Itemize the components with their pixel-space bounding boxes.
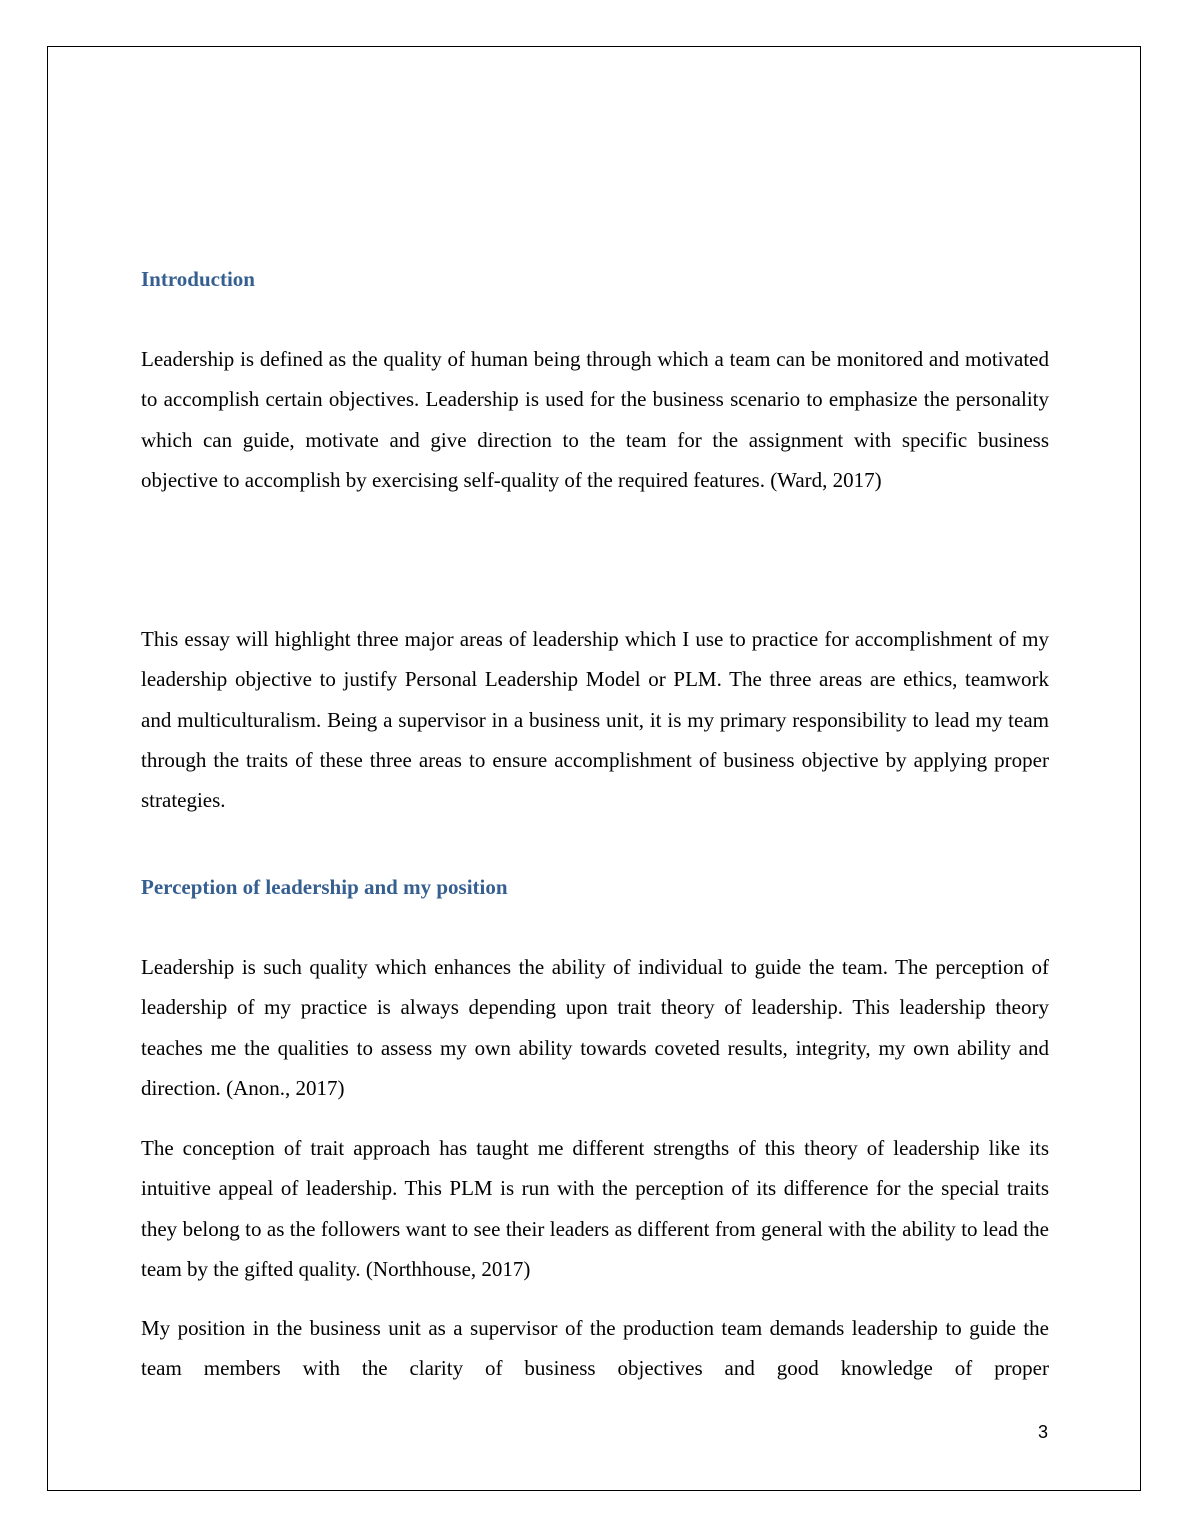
paragraph-perception-2: The conception of trait approach has taught me different strengths of this theory of leadership like its intuitive appeal of leadership. This PLM is run with the perception of its difference for the special traits they belong to as the followers want to see their leaders as different from general with the ability to lead the team by the gifted quality. (Northhouse, 2017)	[141, 1136, 1049, 1281]
paragraph-perception-3: My position in the business unit as a supervisor of the production team demands leadership to guide the team members with the clarity of business objectives and good knowledge of proper	[141, 1316, 1049, 1381]
heading-perception: Perception of leadership and my position	[141, 875, 508, 899]
page-number: 3	[1037, 1422, 1048, 1442]
paragraph-intro-2: This essay will highlight three major areas of leadership which I use to practice for accomplishment of my leadership objective to justify Personal Leadership Model or PLM. The three areas are ethics, teamwork and multiculturalism. Being a supervisor in a business unit, it is my primary responsibility to lead my team through the traits of these three areas to ensure accomplishment of business objective by applying proper strategies.	[141, 627, 1049, 813]
paragraph-intro-1: Leadership is defined as the quality of human being through which a team can be monitored and motivated to accomplish certain objectives. Leadership is used for the business scenario to emphasize the personality which can guide, motivate and give direction to the team for the assignment with specific business objective to accomplish by exercising self-quality of the required features. (Ward, 2017)	[141, 347, 1049, 492]
heading-introduction: Introduction	[141, 267, 255, 291]
document-page	[47, 46, 1141, 1491]
paragraph-perception-1: Leadership is such quality which enhances the ability of individual to guide the team. The perception of leadership of my practice is always depending upon trait theory of leadership. This leadership theory teaches me the qualities to assess my own ability towards coveted results, integrity, my own ability and direction. (Anon., 2017)	[141, 955, 1049, 1100]
